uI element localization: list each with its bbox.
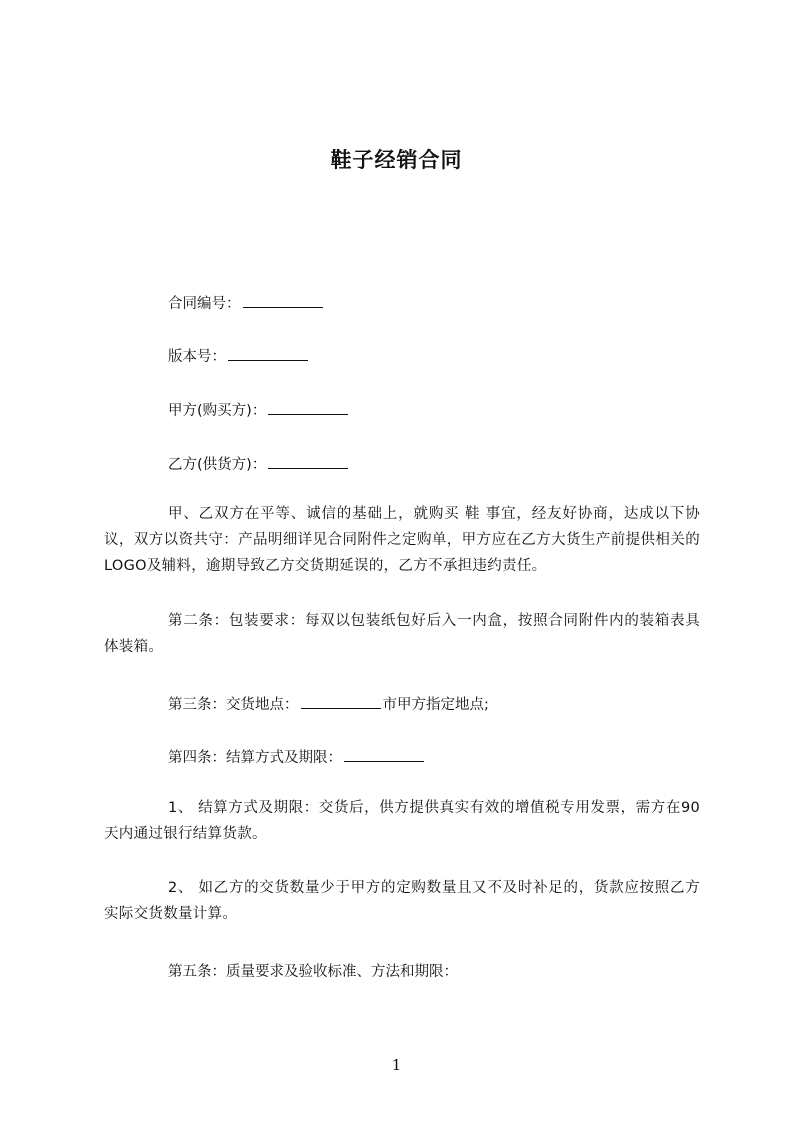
contract-number-blank — [243, 293, 323, 308]
article-2-paragraph: 第二条：包装要求：每双以包装纸包好后入一内盒，按照合同附件内的装箱表具体装箱。 — [104, 613, 700, 655]
article-3-line — [168, 693, 489, 714]
party-a-blank — [268, 400, 348, 415]
item-1-paragraph: 1、 结算方式及期限：交货后，供方提供真实有效的增值税专用发票，需方在90天内通过银行结算货款。 — [104, 800, 700, 842]
party-b-label: 乙方(供货方)： — [168, 457, 267, 473]
item-2-paragraph: 2、 如乙方的交货数量少于甲方的定购数量且又不及时补足的，货款应按照乙方实际交货数量计算。 — [104, 880, 700, 922]
article-4-prefix: 第四条：结算方式及期限： — [168, 750, 342, 766]
contract-number-field — [168, 292, 325, 313]
version-number-field — [168, 345, 310, 366]
article-4-line — [168, 746, 426, 767]
article-3-suffix: 市甲方指定地点; — [382, 697, 489, 713]
party-a-label: 甲方(购买方)： — [168, 403, 267, 419]
party-b-blank — [268, 454, 348, 469]
article-5-line: 第五条：质量要求及验收标准、方法和期限： — [168, 964, 458, 980]
delivery-city-blank — [301, 694, 381, 709]
page-title: 鞋子经销合同 — [330, 148, 463, 172]
intro-paragraph: 甲、乙双方在平等、诚信的基础上，就购买 鞋 事宜，经友好协商，达成以下协议，双方以资共守：产品明细详见合同附件之定购单，甲方应在乙方大货生产前提供相关的LOGO及辅料，逾期导致乙方交货期延误的，乙方不承担违约责任。 — [104, 506, 700, 574]
settlement-blank — [344, 747, 424, 762]
article-3-prefix: 第三条：交货地点： — [168, 697, 299, 713]
page-number: 1 — [391, 1056, 402, 1074]
party-b-field — [168, 453, 350, 474]
version-number-blank — [228, 346, 308, 361]
contract-number-label: 合同编号： — [168, 296, 241, 312]
party-a-field — [168, 399, 350, 420]
version-number-label: 版本号： — [168, 349, 226, 365]
